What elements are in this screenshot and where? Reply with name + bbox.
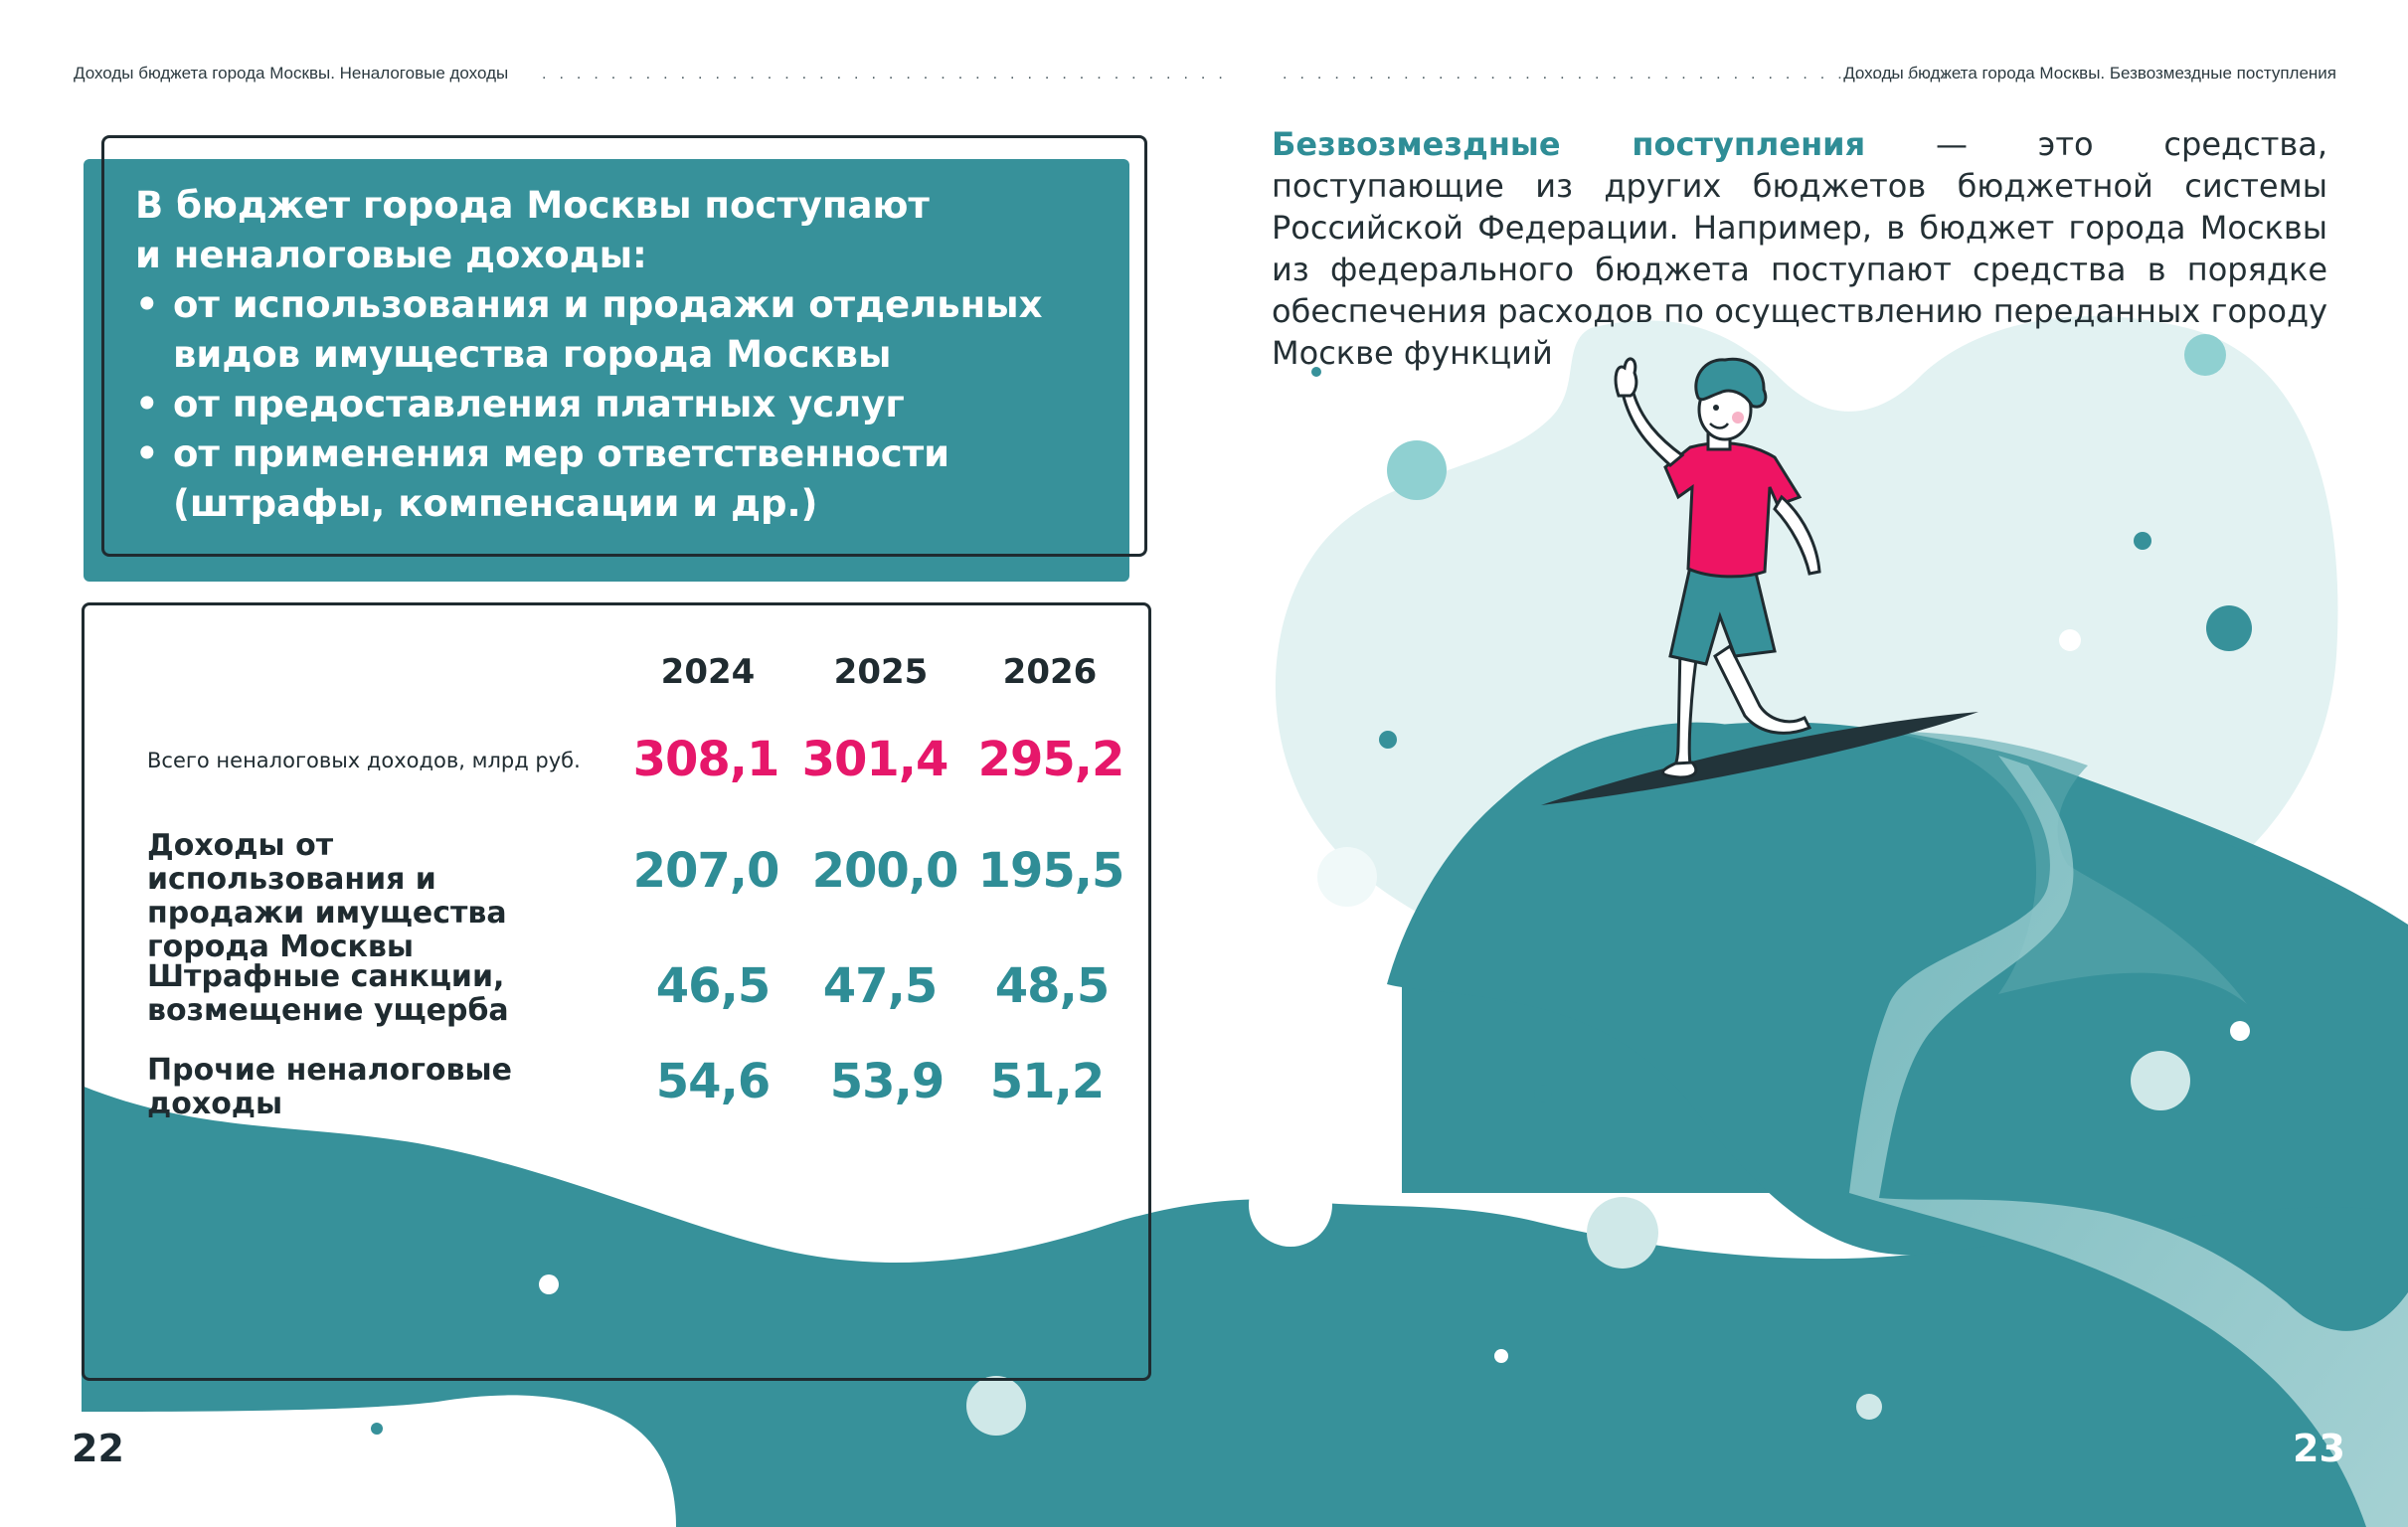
value-fines-2024: 46,5 (655, 958, 771, 1014)
page-number-right: 23 (2293, 1427, 2345, 1470)
info-box (135, 181, 1119, 529)
value-total-2026: 295,2 (977, 732, 1124, 787)
value-other-2026: 51,2 (989, 1054, 1105, 1109)
year-header-2024: 2024 (660, 652, 756, 692)
grants-definition-text: — это средства, поступающие из других бюджетов бюджетной системы Российской Федерации. Например, в бюджет города Москвы из федерального бюджета поступают средства в порядке обеспечения расходов по осуществлению переданных городу Москве функций (1272, 125, 2328, 372)
info-bullet-fines: • от применения мер ответственности (штрафы, компенсации и др.) (135, 429, 1119, 529)
running-head-right: Доходы бюджета города Москвы. Безвозмездные поступления (1843, 64, 2336, 83)
year-header-2026: 2026 (1002, 652, 1098, 692)
info-heading-line1: В бюджет города Москвы поступают (135, 184, 930, 227)
page-number-left: 22 (72, 1427, 124, 1470)
grants-definition-paragraph (1272, 123, 2327, 374)
value-fines-2025: 47,5 (822, 958, 938, 1014)
row-label-fines: Штрафные санкции, возмещение ущерба (147, 959, 509, 1028)
row-label-property: Доходы от использования и продажи имущества города Москвы (147, 828, 507, 964)
row-label-other: Прочие неналоговые доходы (147, 1053, 512, 1121)
info-bullet-list (135, 280, 1119, 529)
value-other-2025: 53,9 (829, 1054, 945, 1109)
value-fines-2026: 48,5 (994, 958, 1110, 1014)
info-bullet-property: • от использования и продажи отдельных видов имущества города Москвы (135, 280, 1119, 380)
value-other-2024: 54,6 (655, 1054, 771, 1109)
leader-dots-right: ........................................ (1283, 66, 1977, 83)
info-bullet-paid-services: • от предоставления платных услуг (135, 380, 1119, 429)
value-property-2026: 195,5 (977, 843, 1124, 899)
value-property-2025: 200,0 (811, 843, 958, 899)
row-label-total: Всего неналоговых доходов, млрд руб. (147, 749, 581, 772)
surfer-illustration (1521, 348, 1988, 825)
info-heading-line2: и неналоговые доходы: (135, 234, 647, 276)
grants-term: Безвозмездные поступления (1272, 125, 1866, 163)
running-head-left: Доходы бюджета города Москвы. Неналоговые доходы (74, 64, 509, 83)
leader-dots-left: ........................................ (542, 66, 1236, 83)
year-header-2025: 2025 (833, 652, 929, 692)
value-total-2024: 308,1 (632, 732, 779, 787)
value-total-2025: 301,4 (801, 732, 948, 787)
value-property-2024: 207,0 (632, 843, 779, 899)
